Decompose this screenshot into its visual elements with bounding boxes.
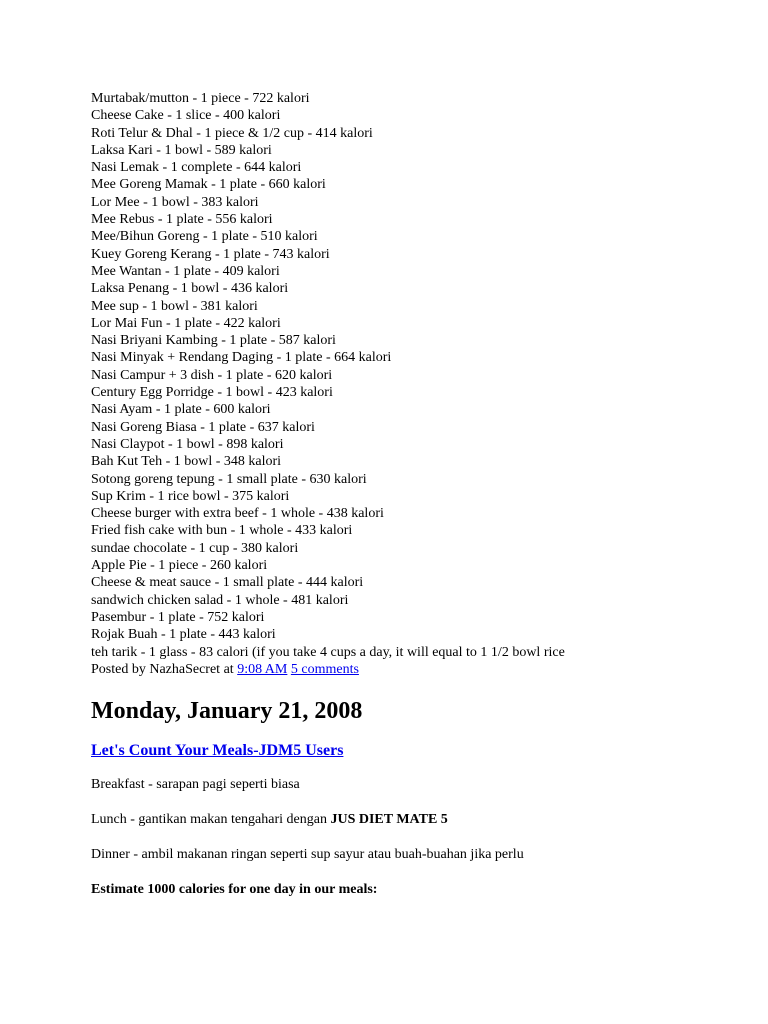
calorie-list-item: Cheese burger with extra beef - 1 whole - 438 kalori [91,506,384,522]
calorie-list-item: sandwich chicken salad - 1 whole - 481 kalori [91,592,349,608]
calorie-list-item: Cheese & meat sauce - 1 small plate - 444 kalori [91,575,364,591]
calorie-list-item: Mee Rebus - 1 plate - 556 kalori [91,212,273,228]
calorie-list-item: Mee/Bihun Goreng - 1 plate - 510 kalori [91,229,318,245]
calorie-list-item: Bah Kut Teh - 1 bowl - 348 kalori [91,454,282,470]
calorie-list-item: Nasi Campur + 3 dish - 1 plate - 620 kalori [91,367,333,383]
calorie-list-item: Sotong goreng tepung - 1 small plate - 630 kalori [91,471,367,487]
calorie-list-item: Sup Krim - 1 rice bowl - 375 kalori [91,488,290,504]
calorie-list-item: Fried fish cake with bun - 1 whole - 433 kalori [91,523,353,539]
calorie-list-item: Nasi Goreng Biasa - 1 plate - 637 kalori [91,419,315,435]
calorie-list [91,90,751,661]
calorie-list-item: Nasi Briyani Kambing - 1 plate - 587 kalori [91,333,336,349]
calorie-list-item: Apple Pie - 1 piece - 260 kalori [91,558,268,574]
calorie-list-item: Rojak Buah - 1 plate - 443 kalori [91,627,276,643]
post-title-link[interactable]: Let's Count Your Meals-JDM5 Users [91,742,344,759]
dinner-paragraph: Dinner - ambil makanan ringan seperti sup sayur atau buah-buahan jika perlu [91,847,524,862]
calorie-list-item: teh tarik - 1 glass - 83 calori (if you take 4 cups a day, it will equal to 1 1/2 bowl rice [91,644,565,660]
lunch-product-name: JUS DIET MATE 5 [330,812,448,827]
calorie-list-item: Laksa Kari - 1 bowl - 589 kalori [91,142,272,158]
calorie-list-item: Mee Goreng Mamak - 1 plate - 660 kalori [91,177,326,193]
comments-link[interactable]: 5 comments [290,661,359,677]
calorie-list-item: Laksa Penang - 1 bowl - 436 kalori [91,281,289,297]
posted-by-text: Posted by NazhaSecret at [91,661,234,677]
calorie-list-item: Nasi Minyak + Rendang Daging - 1 plate - 664 kalori [91,350,392,366]
post-title [91,741,343,760]
calorie-list-item: Lor Mee - 1 bowl - 383 kalori [91,194,259,210]
lunch-paragraph [91,811,448,828]
calorie-list-item: Pasembur - 1 plate - 752 kalori [91,609,265,625]
calorie-list-item: Cheese Cake - 1 slice - 400 kalori [91,108,281,124]
date-header: Monday, January 21, 2008 [91,698,363,724]
calorie-list-item: Mee Wantan - 1 plate - 409 kalori [91,263,280,279]
post-time-link[interactable]: 9:08 AM [237,661,288,677]
calorie-list-item: Century Egg Porridge - 1 bowl - 423 kalori [91,385,333,401]
calorie-list-item: Kuey Goreng Kerang - 1 plate - 743 kalori [91,246,330,262]
blog-post-content [91,90,751,897]
calorie-list-item: Nasi Ayam - 1 plate - 600 kalori [91,402,271,418]
calorie-list-item: Nasi Claypot - 1 bowl - 898 kalori [91,436,284,452]
calorie-list-item: Nasi Lemak - 1 complete - 644 kalori [91,160,302,176]
lunch-text: Lunch - gantikan makan tengahari dengan [91,812,327,827]
breakfast-paragraph: Breakfast - sarapan pagi seperti biasa [91,777,300,792]
calorie-list-item: Roti Telur & Dhal - 1 piece & 1/2 cup - 414 kalori [91,125,373,141]
estimate-heading: Estimate 1000 calories for one day in our meals: [91,882,378,897]
calorie-list-item: Mee sup - 1 bowl - 381 kalori [91,298,258,314]
calorie-list-item: sundae chocolate - 1 cup - 380 kalori [91,540,299,556]
calorie-list-item: Murtabak/mutton - 1 piece - 722 kalori [91,91,310,106]
post-footer [91,661,751,678]
calorie-list-item: Lor Mai Fun - 1 plate - 422 kalori [91,315,281,331]
